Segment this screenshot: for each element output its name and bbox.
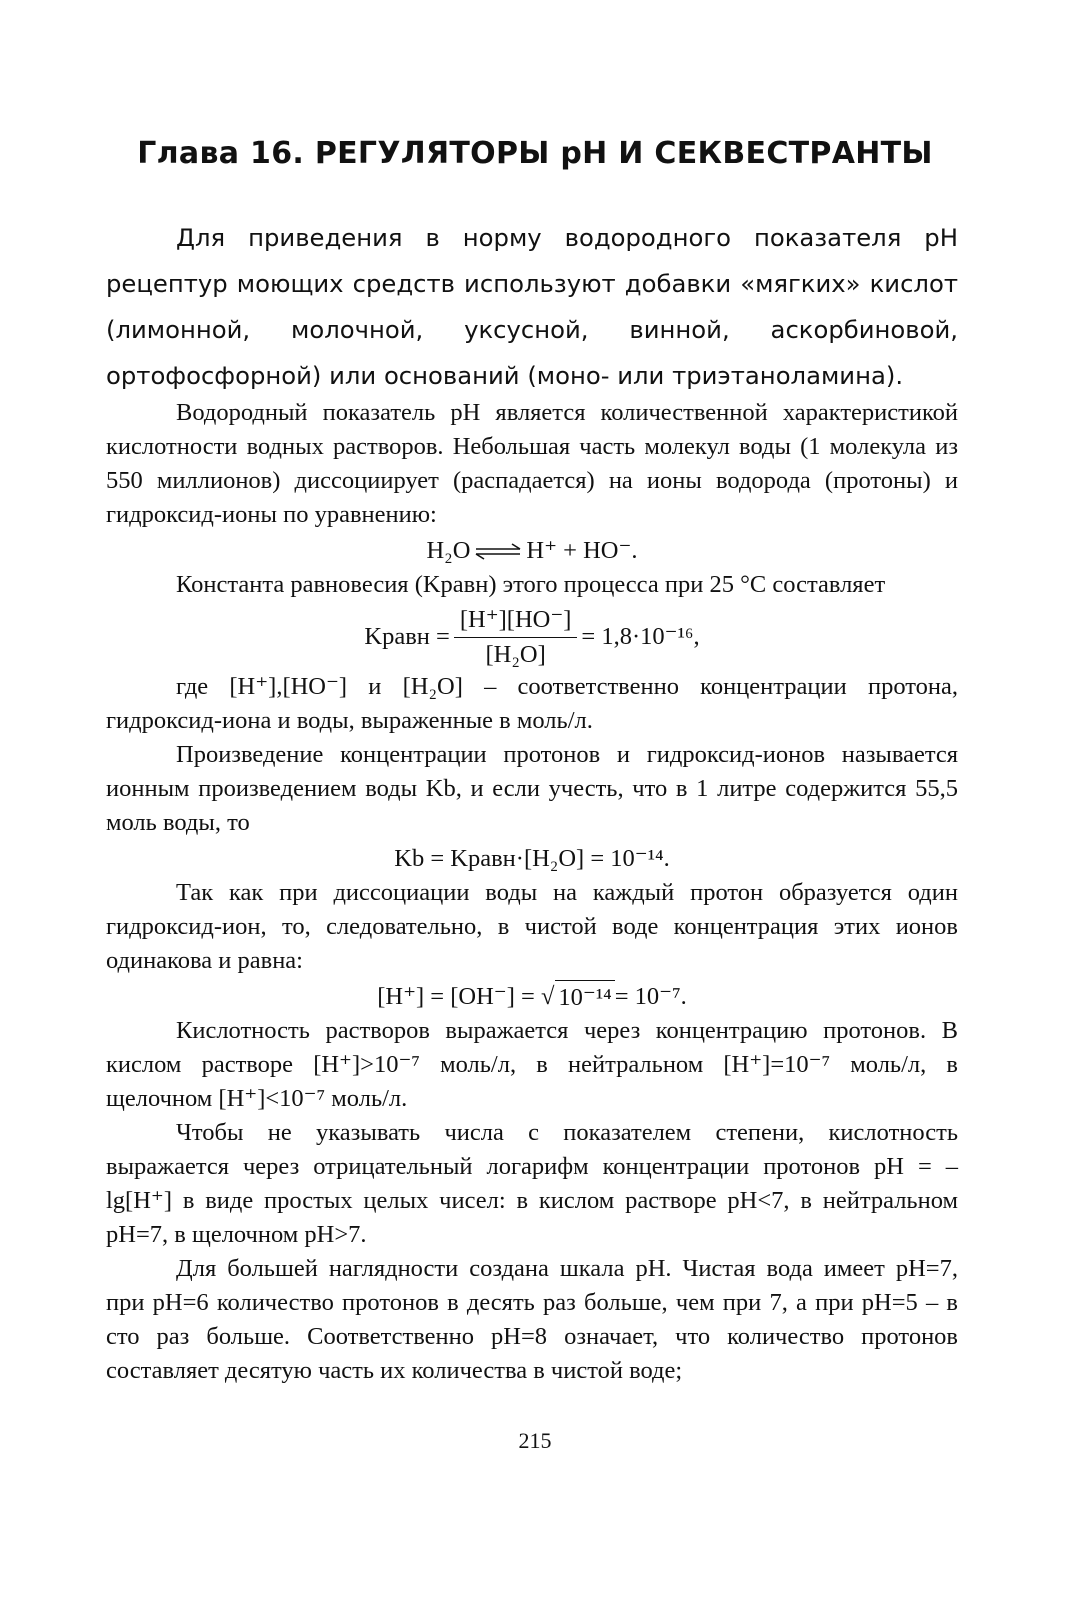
paragraph-acidity: Кислотность растворов выражается через концентрацию протонов. В кислом растворе [H⁺]>10⁻⁷ моль/л, в нейтральном [H⁺]=10⁻⁷ моль/л, в щелочном [H⁺]<10⁻⁷ моль/л. xyxy=(106,1017,958,1112)
formula-fraction xyxy=(454,605,578,670)
formula-rhs: = 1,8·10⁻¹⁶, xyxy=(581,623,700,650)
paragraph-ionic-product: Произведение концентрации протонов и гидроксид-ионов называется ионным произведением воды Kb, и если учесть, что в 1 литре содержится 55,5 моль воды, то xyxy=(106,741,958,836)
sqrt-icon: √ xyxy=(534,983,555,1010)
paragraph-pure-water: Так как при диссоциации воды на каждый протон образуется один гидроксид-ион, то, следовательно, в чистой воде концентрация этих ионов одинакова и равна: xyxy=(106,879,958,974)
formula-lhs: Kравн = xyxy=(364,623,450,650)
neutral-concentration-formula xyxy=(106,980,958,1014)
formula-left: [H⁺] = [OH⁻] = xyxy=(377,983,535,1010)
formula-right: = 10⁻⁷. xyxy=(614,983,687,1010)
chapter-title: Глава 16. РЕГУЛЯТОРЫ pH И СЕКВЕСТРАНТЫ xyxy=(137,136,933,171)
fraction-denominator: [H₂O] xyxy=(485,640,546,668)
paragraph-ph-log: Чтобы не указывать числа с показателем степени, кислотность выражается через отрицательный логарифм концентрации протонов pH = –lg[H⁺] в виде простых целых чисел: в кислом растворе pH<7, в нейтральном pH=7, в щелочном pH>7. xyxy=(106,1119,958,1248)
dissociation-equation xyxy=(106,534,958,568)
paragraph-equilibrium-constant: Константа равновесия (Kравн) этого процесса при 25 °C составляет xyxy=(176,571,886,598)
paragraph-concentrations: где [H⁺],[HO⁻] и [H₂O] – соответственно концентрации протона, гидроксид-иона и воды, выраженные в моль/л. xyxy=(106,673,958,734)
equation-left: H₂O xyxy=(426,537,471,564)
page-number: 215 xyxy=(518,1428,552,1453)
equilibrium-constant-formula xyxy=(106,604,958,670)
paragraph-ph-scale: Для большей наглядности создана шкала pH. Чистая вода имеет pH=7, при pH=6 количество протонов в десять раз больше, чем при 7, а при pH=5 – в сто раз больше. Соответственно pH=8 означает, что количество протонов составляет десятую часть их количества в чистой воде; xyxy=(106,1255,958,1384)
ionic-product-formula: Kb = Kравн·[H₂O] = 10⁻¹⁴. xyxy=(394,845,670,872)
equation-right: H⁺ + HO⁻. xyxy=(526,537,638,564)
intro-paragraph: Для приведения в норму водородного показателя pH рецептур моющих средств используют добавки «мягких» кислот (лимонной, молочной, уксусной, винной, аскорбиновой, ортофосфорной) или оснований (моно- или триэтаноламина). xyxy=(106,223,958,390)
equilibrium-arrow-icon xyxy=(474,541,522,561)
body-text xyxy=(106,396,958,1388)
sqrt-radicand: 10⁻¹⁴ xyxy=(555,980,614,1015)
fraction-numerator: [H⁺][HO⁻] xyxy=(454,605,578,638)
paragraph-ph-definition: Водородный показатель pH является количественной характеристикой кислотности водных растворов. Небольшая часть молекул воды (1 молекула из 550 миллионов) диссоциирует (распадается) на ионы водорода (протоны) и гидроксид-ионы по уравнению: xyxy=(106,399,958,528)
